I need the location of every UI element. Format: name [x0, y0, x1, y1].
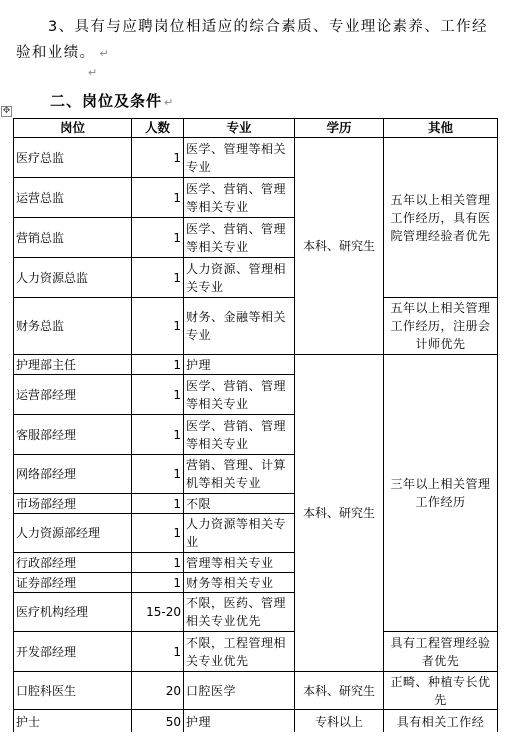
major-cell: 不限，医药、管理相关专业优先 [184, 593, 295, 632]
count-cell: 1 [132, 514, 184, 553]
count-cell: 1 [132, 375, 184, 415]
position-cell: 客服部经理 [14, 415, 132, 455]
major-cell: 财务、金融等相关专业 [184, 298, 295, 355]
position-cell: 网络部经理 [14, 455, 132, 494]
count-cell: 1 [132, 355, 184, 375]
other-cell: 五年以上相关管理工作经历，具有医院管理经验者优先 [384, 138, 498, 298]
major-cell: 护理 [184, 355, 295, 375]
table-row [14, 355, 498, 375]
major-cell: 医学、管理等相关专业 [184, 138, 295, 178]
count-cell: 1 [132, 178, 184, 218]
move-handle-icon[interactable]: ✥ [2, 106, 11, 116]
position-cell: 行政部经理 [14, 553, 132, 573]
count-cell: 1 [132, 553, 184, 573]
count-cell: 1 [132, 494, 184, 514]
count-cell: 1 [132, 632, 184, 672]
major-cell: 医学、营销、管理等相关专业 [184, 178, 295, 218]
count-cell: 1 [132, 455, 184, 494]
table-header-row [14, 119, 498, 138]
education-cell: 专科以上 [295, 710, 384, 733]
other-cell: 三年以上相关管理工作经历 [384, 355, 498, 632]
education-cell: 本科、研究生 [295, 355, 384, 672]
count-cell: 1 [132, 218, 184, 258]
major-cell: 财务等相关专业 [184, 573, 295, 593]
other-cell: 五年以上相关管理工作经历，注册会计师优先 [384, 298, 498, 355]
header-count: 人数 [132, 119, 184, 138]
major-cell: 医学、营销、管理等相关专业 [184, 218, 295, 258]
position-cell: 运营总监 [14, 178, 132, 218]
header-major: 专业 [184, 119, 295, 138]
major-cell: 医学、营销、管理等相关专业 [184, 415, 295, 455]
count-cell: 50 [132, 710, 184, 733]
header-other: 其他 [384, 119, 498, 138]
count-cell: 15-20 [132, 593, 184, 632]
count-cell: 1 [132, 415, 184, 455]
header-education: 学历 [295, 119, 384, 138]
position-cell: 市场部经理 [14, 494, 132, 514]
other-cell: 具有工程管理经验者优先 [384, 632, 498, 672]
position-cell: 医疗总监 [14, 138, 132, 178]
major-cell: 护理 [184, 710, 295, 733]
major-cell: 人力资源、管理相关专业 [184, 258, 295, 298]
position-cell: 证券部经理 [14, 573, 132, 593]
position-cell: 财务总监 [14, 298, 132, 355]
table-row [14, 138, 498, 178]
major-cell: 管理等相关专业 [184, 553, 295, 573]
header-position: 岗位 [14, 119, 132, 138]
position-cell: 口腔科医生 [14, 672, 132, 710]
table-row [14, 298, 498, 355]
count-cell: 20 [132, 672, 184, 710]
positions-table [13, 118, 498, 732]
count-cell: 1 [132, 258, 184, 298]
position-cell: 医疗机构经理 [14, 593, 132, 632]
section-title-text: 二、岗位及条件 [50, 92, 163, 110]
paragraph-mark-icon: ↵ [164, 96, 175, 109]
paragraph-mark-icon: ↵ [99, 47, 111, 60]
table-row [14, 632, 498, 672]
position-cell: 开发部经理 [14, 632, 132, 672]
major-cell: 不限 [184, 494, 295, 514]
other-cell: 正畸、种植专长优先 [384, 672, 498, 710]
education-cell: 本科、研究生 [295, 672, 384, 710]
count-cell: 1 [132, 298, 184, 355]
position-cell: 运营部经理 [14, 375, 132, 415]
count-cell: 1 [132, 573, 184, 593]
count-cell: 1 [132, 138, 184, 178]
intro-text: 3、具有与应聘岗位相适应的综合素质、专业理论素养、工作经验和业绩。 [16, 19, 488, 61]
position-cell: 护士 [14, 710, 132, 733]
table-row [14, 672, 498, 710]
major-cell: 不限，工程管理相关专业优先 [184, 632, 295, 672]
table-row [14, 710, 498, 733]
paragraph-mark-icon: ↵ [88, 66, 98, 79]
position-cell: 营销总监 [14, 218, 132, 258]
major-cell: 口腔医学 [184, 672, 295, 710]
major-cell: 人力资源等相关专业 [184, 514, 295, 553]
position-cell: 人力资源部经理 [14, 514, 132, 553]
major-cell: 营销、管理、计算机等相关专业 [184, 455, 295, 494]
position-cell: 人力资源总监 [14, 258, 132, 298]
other-cell: 具有相关工作经 [384, 710, 498, 733]
major-cell: 医学、营销、管理等相关专业 [184, 375, 295, 415]
position-cell: 护理部主任 [14, 355, 132, 375]
education-cell: 本科、研究生 [295, 138, 384, 355]
